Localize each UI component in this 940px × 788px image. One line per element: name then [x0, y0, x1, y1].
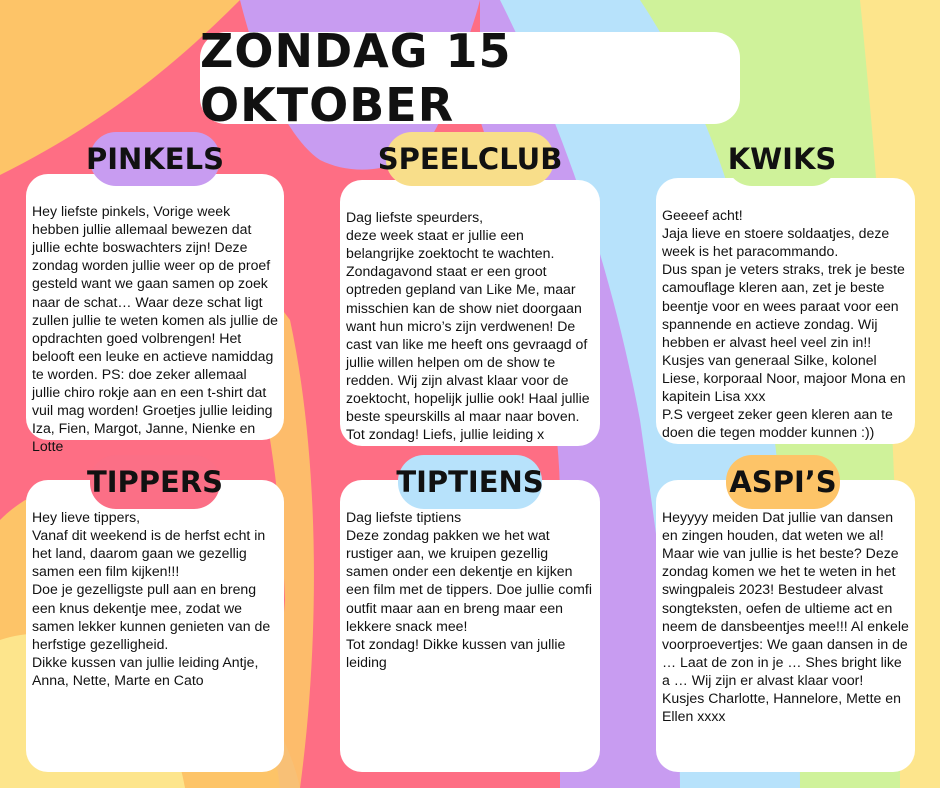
pinkels-message: Hey liefste pinkels, Vorige week hebben jullie allemaal bewezen dat jullie echte boswachters zijn! Deze zondag worden jullie weer op de proef gesteld want we gaan samen op zoek naar de schat… Waar deze schat ligt zullen jullie te weten komen als jullie de opdrachten goed volbrengen! Het belooft een leuke en actieve namiddag te worden. PS: doe zeker allemaal jullie chiro rokje aan en een t-shirt dat vuil mag worden! Groetjes jullie leiding Iza, Fien, Margot, Janne, Nienke en Lotte [32, 203, 278, 455]
aspis-message: Heyyyy meiden Dat jullie van dansen en zingen houden, dat weten we al! Maar wie van jullie is het beste? Deze zondag komen we het te weten in het swingpaleis 2023! Bestudeer alvast songteksten, oefen de ultieme act en neem de dansbeentjes mee!!! Al enkele voorproevertjes: We gaan dansen in de … Laat de zon in je … Shes bright like a … Wij zijn er alvast klaar voor! Kusjes Charlotte, Hannelore, Mette en Ellen xxxx [662, 509, 909, 725]
aspis-name: ASPI’S [729, 465, 837, 499]
tippers-label [86, 455, 224, 509]
kwiks-name: KWIKS [727, 142, 837, 176]
pinkels-card [26, 174, 284, 455]
tiptiens-name: TIPTIENS [396, 465, 544, 499]
tiptiens-message: Dag liefste tiptiens Deze zondag pakken we het wat rustiger aan, we kruipen gezellig samen onder een dekentje en kijken een film met de tippers. Doe jullie comfi outfit maar aan en breng maar een lekkere snack mee! Tot zondag! Dikke kussen van jullie leiding [346, 509, 592, 670]
tippers-message: Hey lieve tippers, Vanaf dit weekend is de herfst echt in het land, daarom gaan we gezellig samen een film kijken!!! Doe je gezelligste pull aan en breng een knus dekentje mee, zodat we samen lekker kunnen genieten van de herfstige gezelligheid. Dikke kussen van jullie leiding Antje, Anna, Nette, Marte en Cato [32, 509, 271, 688]
speelclub-card [340, 180, 600, 446]
kwiks-label [726, 132, 838, 186]
tiptiens-label [398, 455, 542, 509]
kwiks-message: Geeeef acht! Jaja lieve en stoere soldaatjes, deze week is het paracommando. Dus span je veters straks, trek je beste camouflage kleren aan, zet je beste beentje voor en wees paraat voor een spannende en actieve zondag. Wij hebben er alvast heel veel zin in!! Kusjes van generaal Silke, kolonel Liese, korporaal Noor, majoor Mona en kapitein Lisa xxx P.S vergeet zeker geen kleren aan te doen die tegen modder kunnen :)) [662, 207, 906, 441]
page-title: ZONDAG 15 OKTOBER [200, 24, 512, 132]
aspis-label [726, 455, 840, 509]
aspis-card [656, 480, 915, 772]
kwiks-card [656, 178, 915, 444]
speelclub-label [377, 132, 563, 186]
title-banner [200, 24, 740, 132]
tippers-card [26, 480, 284, 772]
pinkels-label [86, 132, 224, 186]
pinkels-name: PINKELS [86, 142, 224, 176]
tiptiens-card [340, 480, 600, 772]
speelclub-message: Dag liefste speurders, deze week staat er jullie een belangrijke zoektocht te wachten. Zondagavond staat er een groot optreden gepland van Like Me, maar misschien kan de show niet doorgaan want hun micro’s zijn verdwenen! De cast van like me heeft ons gevraagd of jullie willen helpen om de show te redden. Wij zijn alvast klaar voor de zoektocht, hopelijk jullie ook! Haal jullie beste speurskills al maar naar boven. Tot zondag! Liefs, jullie leiding x [346, 209, 590, 443]
speelclub-name: SPEELCLUB [377, 142, 563, 176]
tippers-name: TIPPERS [86, 465, 224, 499]
